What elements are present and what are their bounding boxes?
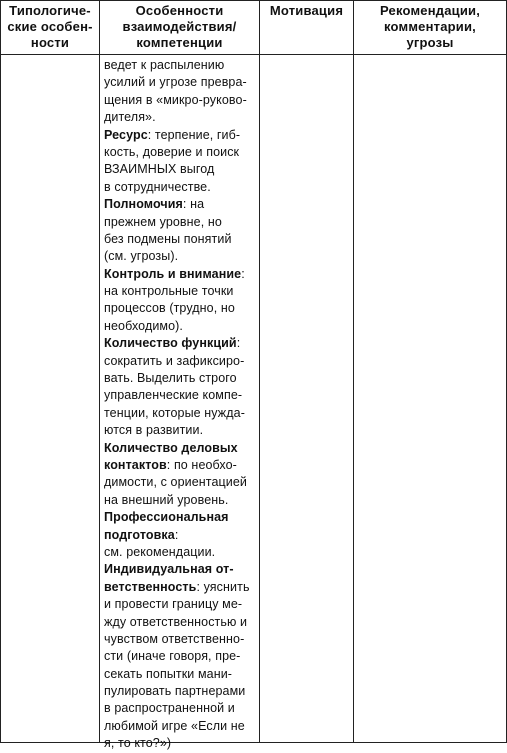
cell-text-line xyxy=(104,561,256,578)
column-divider-3 xyxy=(353,0,354,743)
cell-bold-term: Количество деловых xyxy=(104,440,238,455)
cell-plain-text: на контрольные точки xyxy=(104,284,234,299)
cell-plain-text: управленческие компе- xyxy=(104,388,243,403)
cell-plain-text: усилий и угрозе превра- xyxy=(104,75,247,90)
cell-text-line xyxy=(104,92,256,109)
table-top-border xyxy=(0,0,507,1)
cell-plain-text: : xyxy=(241,266,245,281)
cell-text-line xyxy=(104,214,256,231)
column-divider-2 xyxy=(259,0,260,743)
cell-plain-text: прежнем уровне, но xyxy=(104,214,222,229)
cell-text-line xyxy=(104,596,256,613)
cell-plain-text: в распространенной и xyxy=(104,701,235,716)
header-motivation: Мотивация xyxy=(269,3,344,18)
cell-text-line xyxy=(104,474,256,491)
cell-text-line xyxy=(104,700,256,717)
cell-text-line xyxy=(104,300,256,317)
cell-plain-text: жду ответственностью и xyxy=(104,614,248,629)
header-typological-features: Типологиче- ские особен- ности xyxy=(7,3,93,50)
cell-text-line xyxy=(104,683,256,700)
cell-plain-text: дителя». xyxy=(104,110,156,125)
cell-plain-text: тенции, которые нужда- xyxy=(104,405,245,420)
cell-text-line xyxy=(104,74,256,91)
cell-plain-text: я, то кто?») xyxy=(104,736,172,751)
cell-plain-text: : уяснить xyxy=(196,579,250,594)
cell-plain-text: : xyxy=(236,336,241,351)
cell-bold-term: подготовка xyxy=(104,527,175,542)
cell-bold-term: Индивидуальная от- xyxy=(104,562,234,577)
cell-plain-text: : на xyxy=(182,197,205,212)
cell-text-line xyxy=(104,283,256,300)
cell-text-line xyxy=(104,127,256,144)
cell-plain-text: : xyxy=(174,527,179,542)
cell-text-line xyxy=(104,387,256,404)
column-divider-1 xyxy=(99,0,100,743)
cell-text-line xyxy=(104,57,256,74)
cell-plain-text: ются в развитии. xyxy=(104,423,204,438)
cell-text-line xyxy=(104,318,256,335)
cell-text-line xyxy=(104,457,256,474)
cell-plain-text: процессов (трудно, но xyxy=(104,301,235,316)
cell-text-line xyxy=(104,422,256,439)
cell-plain-text: кость, доверие и поиск xyxy=(104,144,240,159)
cell-text-line xyxy=(104,405,256,422)
cell-bold-term: Ресурс xyxy=(104,127,148,142)
header-recommendations: Рекомендации, комментарии, угрозы xyxy=(379,3,481,50)
cell-text-line xyxy=(104,631,256,648)
cell-plain-text: : по необхо- xyxy=(166,457,237,472)
cell-plain-text: секать попытки мани- xyxy=(104,666,233,681)
cell-text-line xyxy=(104,179,256,196)
header-interaction-features: Особенности взаимодействия/ компетенции xyxy=(122,3,237,50)
cell-text-line xyxy=(104,353,256,370)
cell-text-line xyxy=(104,735,256,752)
cell-bold-term: ветственность xyxy=(104,579,197,594)
cell-text-line xyxy=(104,109,256,126)
cell-plain-text: см. рекомендации. xyxy=(104,544,216,559)
cell-plain-text: ВЗАИМНЫХ выгод xyxy=(104,162,215,177)
cell-text-line xyxy=(104,614,256,631)
cell-plain-text: димости, с ориентацией xyxy=(104,475,248,490)
cell-bold-term: Профессиональная xyxy=(104,510,229,525)
cell-plain-text: ведет к распылению xyxy=(104,58,225,72)
cell-text-line xyxy=(104,196,256,213)
cell-plain-text: чувством ответственно- xyxy=(104,631,245,646)
cell-text-line xyxy=(104,335,256,352)
cell-plain-text: на внешний уровень. xyxy=(104,492,229,507)
cell-text-line xyxy=(104,509,256,526)
cell-plain-text: щения в «микро-руково- xyxy=(104,92,247,107)
table-left-border xyxy=(0,0,1,743)
cell-plain-text: сти (иначе говоря, пре- xyxy=(104,649,241,664)
cell-bold-term: Контроль и внимание xyxy=(104,266,242,281)
cell-plain-text: необходимо). xyxy=(104,318,183,333)
cell-text-line xyxy=(104,231,256,248)
cell-plain-text: пулировать партнерами xyxy=(104,684,246,699)
cell-plain-text: : терпение, гиб- xyxy=(147,127,241,142)
cell-plain-text: в сотрудничестве. xyxy=(104,179,211,194)
cell-text-line xyxy=(104,648,256,665)
cell-plain-text: любимой игре «Если не xyxy=(104,718,245,733)
cell-text-line xyxy=(104,266,256,283)
cell-text-line xyxy=(104,544,256,561)
cell-bold-term: Полномочия xyxy=(104,197,183,212)
cell-plain-text: вать. Выделить строго xyxy=(104,371,237,386)
header-divider xyxy=(0,54,507,55)
cell-plain-text: сократить и зафиксиро- xyxy=(104,353,245,368)
cell-text-line xyxy=(104,579,256,596)
cell-text-line xyxy=(104,370,256,387)
cell-text-line xyxy=(104,248,256,265)
cell-text-line xyxy=(104,161,256,178)
cell-plain-text: без подмены понятий xyxy=(104,231,232,246)
cell-plain-text: и провести границу ме- xyxy=(104,597,243,612)
cell-text-line xyxy=(104,144,256,161)
cell-text-line xyxy=(104,527,256,544)
cell-text-line xyxy=(104,718,256,735)
cell-text-line xyxy=(104,492,256,509)
interaction-features-cell xyxy=(104,57,256,753)
cell-bold-term: Количество функций xyxy=(104,336,237,351)
cell-text-line xyxy=(104,666,256,683)
cell-bold-term: контактов xyxy=(104,457,167,472)
cell-plain-text: (см. угрозы). xyxy=(104,249,179,264)
cell-text-line xyxy=(104,440,256,457)
